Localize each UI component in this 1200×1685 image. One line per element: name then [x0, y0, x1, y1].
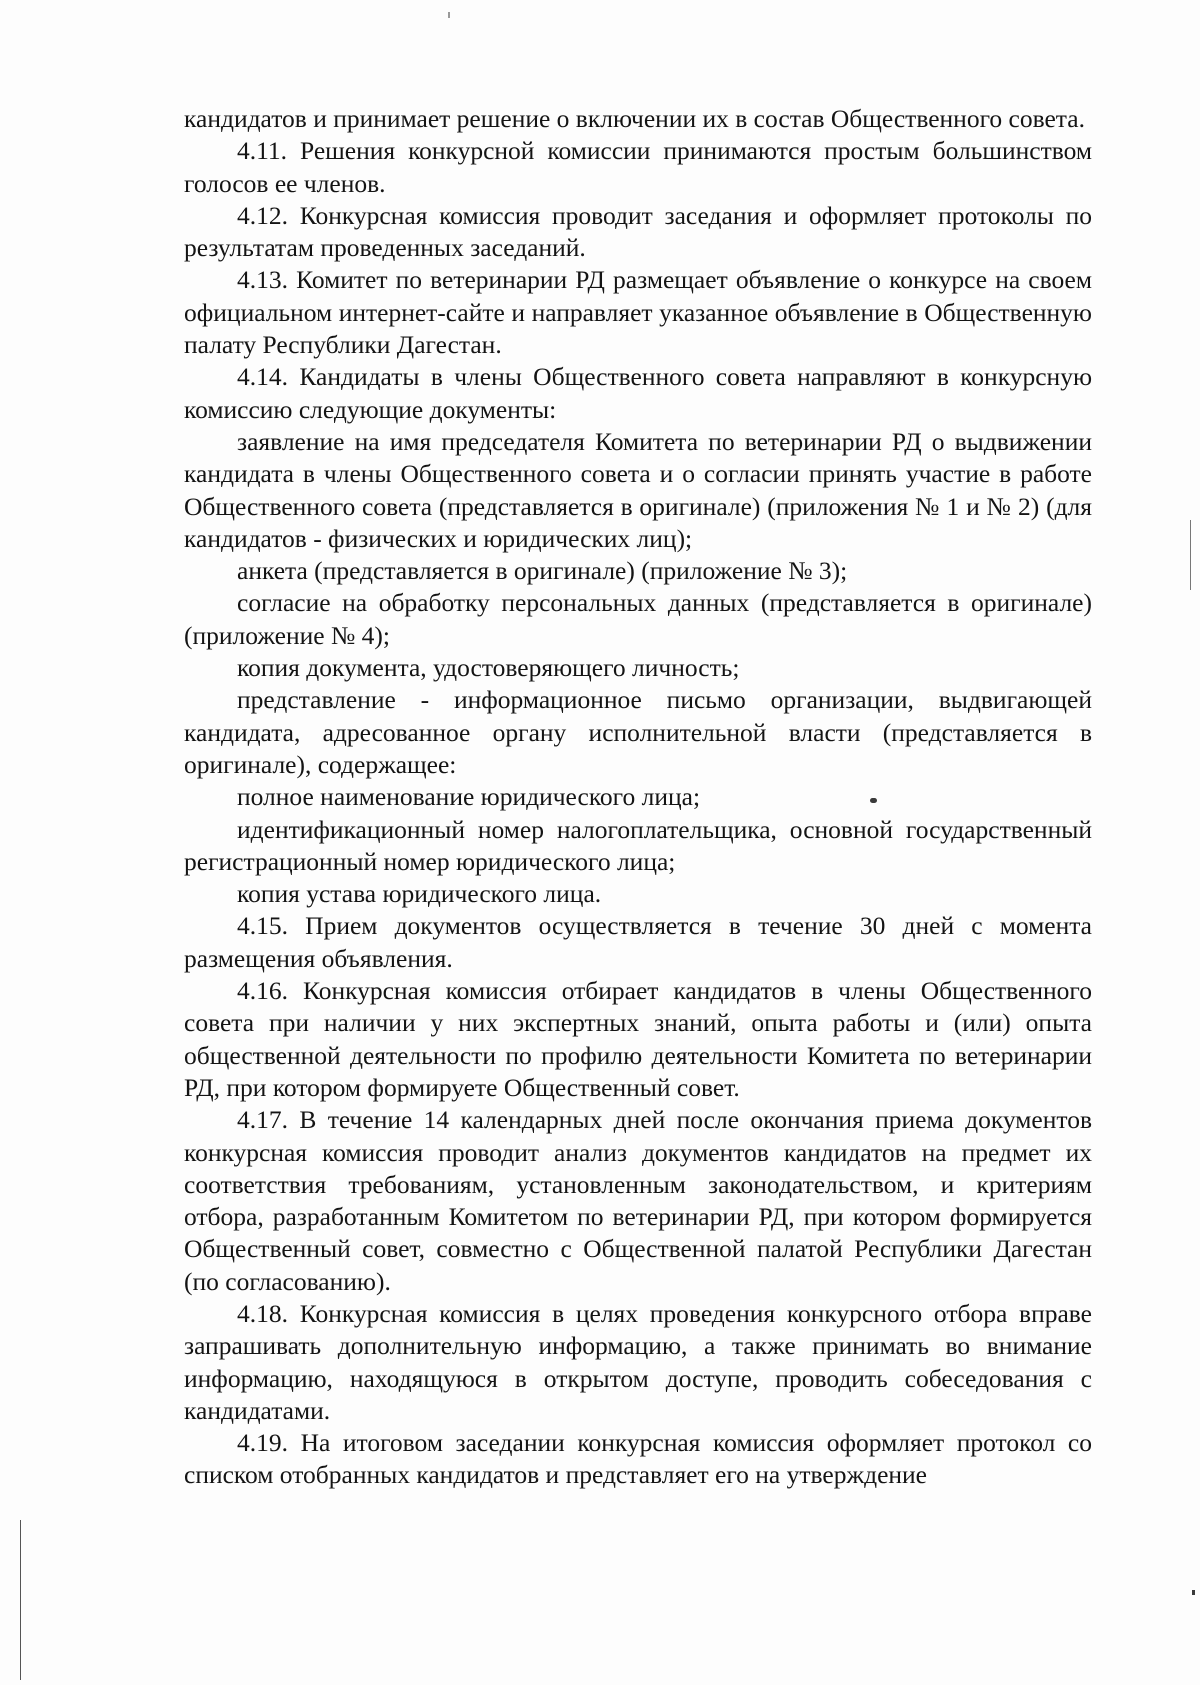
- sub-item-full-name: полное наименование юридического лица;: [237, 782, 701, 812]
- scan-edge-line-left: [20, 1520, 21, 1680]
- list-item-representation: представление - информационное письмо организации, выдвигающей кандидата, адресованное органу исполнительной власти (представляется в оригинале), содержащее:: [184, 685, 1092, 779]
- sub-item-tax-number: идентификационный номер налогоплательщика, основной государственный регистрационный номер юридического лица;: [184, 814, 1092, 876]
- scan-edge-line-right: [1190, 520, 1191, 590]
- scan-edge-tick-right: [1192, 1590, 1195, 1595]
- list-item-id-copy: копия документа, удостоверяющего личность;: [237, 653, 740, 683]
- paragraph-4-16: 4.16. Конкурсная комиссия отбирает кандидатов в члены Общественного совета при наличии у них экспертных знаний, опыта работы и (или) опыта общественной деятельности по профилю деятельности Комитета по ветеринарии РД, при котором формируете Общественный совет.: [184, 976, 1092, 1102]
- scan-speck-mid: [870, 798, 877, 803]
- paragraph-4-17: 4.17. В течение 14 календарных дней после окончания приема документов конкурсная комиссия проводит анализ документов кандидатов на предмет их соответствия требованиям, установленным законодательством, и критериям отбора, разработанным Комитетом по ветеринарии РД, при котором формируется Общественный совет, совместно с Общественной палатой Республики Дагестан (по согласованию).: [184, 1105, 1092, 1296]
- paragraph-4-14: 4.14. Кандидаты в члены Общественного совета направляют в конкурсную комиссию следующие документы:: [184, 362, 1092, 424]
- list-item-questionnaire: анкета (представляется в оригинале) (приложение № 3);: [237, 556, 848, 586]
- paragraph-4-11: 4.11. Решения конкурсной комиссии принимаются простым большинством голосов ее членов.: [184, 136, 1092, 198]
- paragraph-4-12: 4.12. Конкурсная комиссия проводит заседания и оформляет протоколы по результатам проведенных заседаний.: [184, 200, 1092, 263]
- paragraph-continuation: кандидатов и принимает решение о включении их в состав Общественного совета.: [184, 104, 1085, 133]
- list-item-application: заявление на имя председателя Комитета по ветеринарии РД о выдвижении кандидата в члены Общественного совета и о согласии принять участие в работе Общественного совета (представляется в оригинале) (приложения № 1 и № 2) (для кандидатов - физических и юридических лиц);: [184, 426, 1092, 553]
- sub-item-charter-copy: копия устава юридического лица.: [237, 879, 602, 909]
- document-body: [184, 103, 1092, 1492]
- paragraph-4-18: 4.18. Конкурсная комиссия в целях проведения конкурсного отбора вправе запрашивать дополнительную информацию, а также принимать во внимание информацию, находящуюся в открытом доступе, проводить собеседования с кандидатами.: [184, 1298, 1092, 1425]
- list-item-consent: согласие на обработку персональных данных (представляется в оригинале) (приложение № 4);: [184, 588, 1092, 650]
- paragraph-4-13: 4.13. Комитет по ветеринарии РД размещает объявление о конкурсе на своем официальном интернет-сайте и направляет указанное объявление в Общественную палату Республики Дагестан.: [184, 265, 1092, 360]
- paragraph-4-15: 4.15. Прием документов осуществляется в течение 30 дней с момента размещения объявления.: [184, 911, 1092, 973]
- paragraph-4-19: 4.19. На итоговом заседании конкурсная комиссия оформляет протокол со списком отобранных кандидатов и представляет его на утверждение: [184, 1428, 1092, 1490]
- scan-speck-top: [448, 12, 450, 18]
